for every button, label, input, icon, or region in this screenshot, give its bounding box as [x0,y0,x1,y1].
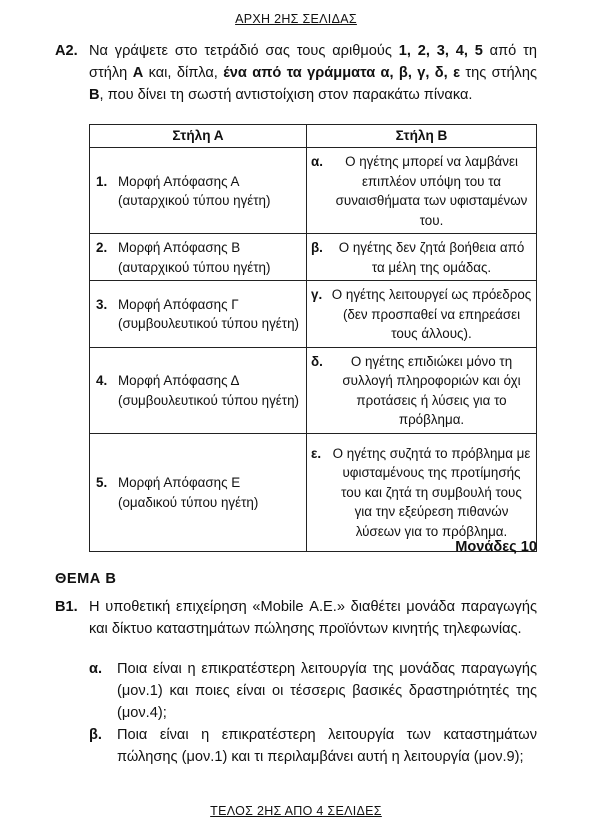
row-number: 5. [96,475,108,490]
page-header: ΑΡΧΗ 2ΗΣ ΣΕΛΙΔΑΣ [235,12,357,26]
subquestion-beta-text: Ποια είναι η επικρατέστερη λειτουργία των καταστημάτων πώλησης (μον.1) και τι περιλαμβάνει αυτή η λειτουργία (μον.9); [117,727,537,765]
column-a-header: Στήλη Α [90,125,307,148]
row-letter: δ. [311,353,323,369]
subquestion-alpha-label: α. [89,661,103,677]
row-number: 2. [96,240,108,255]
question-b1-label: Β1. [55,599,78,615]
table-row [90,347,537,433]
table-row [90,433,537,551]
table-row [90,148,537,234]
column-b-cell: Ο ηγέτης επιδιώκει μόνο τη συλλογή πληροφοριών και όχι προτάσεις ή λύσεις για το πρόβλημα. [342,353,521,427]
column-b-cell: Ο ηγέτης λειτουργεί ως πρόεδρος (δεν προσπαθεί να επηρεάσει τους άλλους). [331,287,532,341]
row-number: 4. [96,373,108,388]
row-number: 1. [96,173,108,189]
column-a-cell: Μορφή Απόφασης Ε (ομαδικού τύπου ηγέτη) [118,475,259,510]
column-a-cell: Μορφή Απόφασης Γ (συμβουλευτικού τύπου ηγέτη) [118,296,299,332]
table-row [90,234,537,281]
row-number: 3. [96,296,108,312]
column-a-cell: Μορφή Απόφασης Β (αυταρχικού τύπου ηγέτη) [118,240,271,275]
column-b-cell: Ο ηγέτης μπορεί να λαμβάνει επιπλέον υπόψη του τα συναισθήματα των υφισταμένων του. [335,154,528,228]
question-a2-label: Α2. [55,43,78,59]
row-letter: ε. [311,445,322,461]
section-title-b: ΘΕΜΑ Β [55,571,117,587]
points-label: Μονάδες 10 [455,539,537,555]
page-footer: ΤΕΛΟΣ 2ΗΣ ΑΠΟ 4 ΣΕΛΙΔΕΣ [210,804,382,818]
question-a2-text: Να γράψετε στο τετράδιό σας τους αριθμούς 1, 2, 3, 4, 5 από τη στήλη Α και, δίπλα, ένα από τα γράμματα α, β, γ, δ, ε της στήλης Β, που δίνει τη σωστή αντιστοίχιση στον παρακάτω πίνακα. [89,43,538,103]
row-letter: γ. [311,287,323,302]
question-b1-text: Η υποθετική επιχείρηση «Mobile Α.Ε.» διαθέτει μονάδα παραγωγής και δίκτυο καταστημάτων πώλησης προϊόντων κινητής τηλεφωνίας. [89,599,537,637]
column-b-cell: Ο ηγέτης συζητά το πρόβλημα με υφισταμένους της προτίμησής του και ζητά τη συμβουλή τους για την εξεύρεση πιθανών λύσεων για το πρόβλημα. [332,445,531,539]
column-b-cell: Ο ηγέτης δεν ζητά βοήθεια από τα μέλη της ομάδας. [338,240,525,275]
column-a-cell: Μορφή Απόφασης Α (αυταρχικού τύπου ηγέτη) [118,173,271,208]
matching-table [89,124,537,552]
row-letter: α. [311,154,323,169]
subquestion-beta-label: β. [89,727,102,743]
column-a-cell: Μορφή Απόφασης Δ (συμβουλευτικού τύπου ηγέτη) [118,373,299,408]
subquestion-alpha-text: Ποια είναι η επικρατέστερη λειτουργία της μονάδας παραγωγής (μον.1) και ποιες είναι οι τέσσερις βασικές δραστηριότητές της (μον.4); [117,661,537,721]
row-letter: β. [311,240,323,255]
table-row [90,281,537,348]
column-b-header: Στήλη Β [307,125,537,148]
